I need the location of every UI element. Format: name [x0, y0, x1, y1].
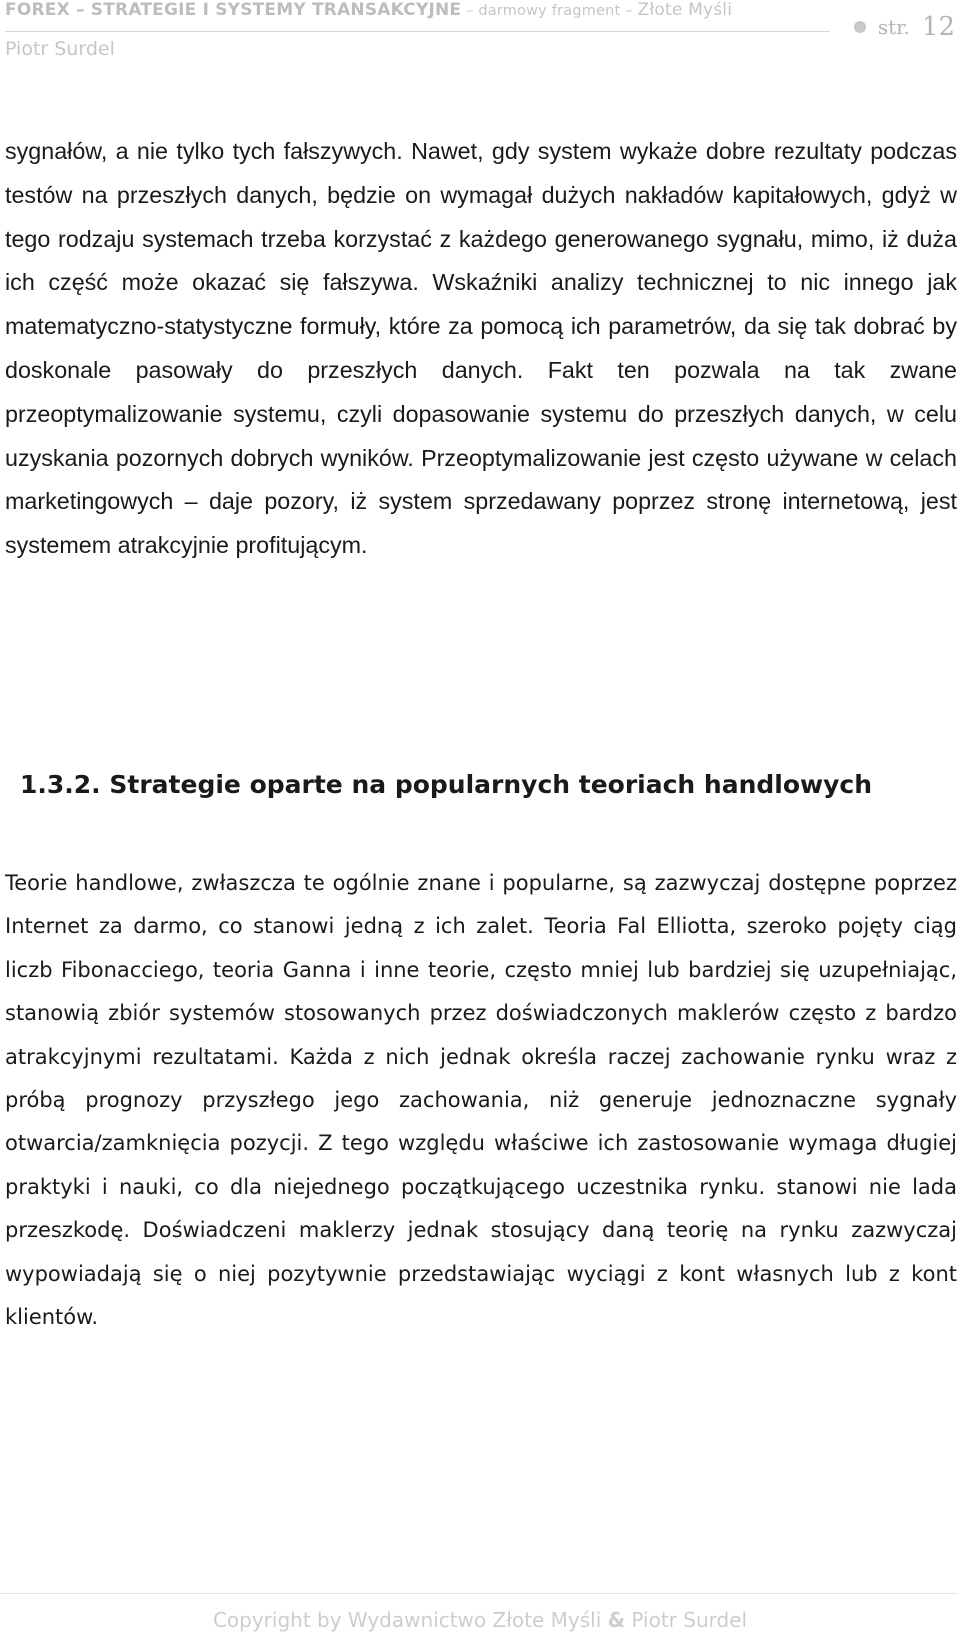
footer-divider — [0, 1593, 958, 1594]
section-heading: 1.3.2. Strategie oparte na popularnych teoriach handlowych — [20, 770, 873, 799]
page-footer — [0, 1608, 960, 1632]
brand-separator: – — [620, 3, 638, 19]
publisher-brand: Złote Myśli — [637, 0, 733, 20]
title-separator: – — [461, 3, 479, 19]
page-number-label: str. — [877, 15, 910, 39]
page-number-value: 12 — [921, 12, 955, 42]
body-paragraph-1 — [5, 130, 957, 568]
paragraph-1-part-a: sygnałów, a nie tylko tych fałszywych. Nawet, gdy system wykaże dobre rezultaty podczas testów na przeszłych danych, będzie on wymagał dużych nakładów kapitałowych, gdyż w tego rodzaju systemach trzeba korzystać z każdego generowanego sygnału, mimo, iż duża ich część może okazać się fałszywa. — [5, 138, 957, 296]
footer-author: Piotr Surdel — [631, 1608, 748, 1632]
footer-copyright: Copyright by Wydawnictwo Złote Myśli — [212, 1608, 602, 1632]
running-header-title — [5, 0, 732, 20]
book-subtitle: darmowy fragment — [478, 3, 621, 19]
book-title: FOREX – STRATEGIE I SYSTEMY TRANSAKCYJNE — [5, 0, 462, 20]
footer-ampersand: & — [607, 1608, 626, 1632]
paragraph-1-part-b: Wskaźniki analizy technicznej to nic innego jak matematyczno-statystyczne formuły, które za pomocą ich parametrów, da się tak dobrać by doskonale pasowały do przeszłych danych. Fakt ten pozwala na tak zwane przeoptymalizowanie systemu, czyli dopasowanie systemu do przeszłych danych, w celu uzyskania pozornych dobrych wyników. Przeoptymalizowanie jest często używane w celach marketingowych – daje pozory, iż system sprzedawany poprzez stronę internetową, jest systemem atrakcyjnie profitującym. — [5, 269, 957, 559]
running-header-author: Piotr Surdel — [5, 38, 115, 60]
header-divider — [5, 31, 830, 32]
page-header — [5, 0, 955, 70]
page-number — [854, 12, 955, 42]
bullet-icon — [854, 21, 866, 33]
body-paragraph-2: Teorie handlowe, zwłaszcza te ogólnie znane i popularne, są zazwyczaj dostępne poprzez Internet za darmo, co stanowi jedną z ich zalet. Teoria Fal Elliotta, szeroko pojęty ciąg liczb Fibonacciego, teoria Ganna i inne teorie, często mniej lub bardziej się uzupełniając, stanowią zbiór systemów stosowanych przez doświadczonych maklerów często z bardzo atrakcyjnymi rezultatami. Każda z nich jednak określa raczej zachowanie rynku wraz z próbą prognozy przyszłego jego zachowania, niż generuje jednoznaczne sygnały otwarcia/zamknięcia pozycji. Z tego względu właściwe ich zastosowanie wymaga długiej praktyki i nauki, co dla niejednego początkującego uczestnika rynku. stanowi nie lada przeszkodę. Doświadczeni maklerzy jednak stosujący daną teorię na rynku zazwyczaj wypowiadają się o niej pozytywnie przedstawiając wyciągi z kont własnych lub z kont klientów. — [5, 871, 957, 1330]
